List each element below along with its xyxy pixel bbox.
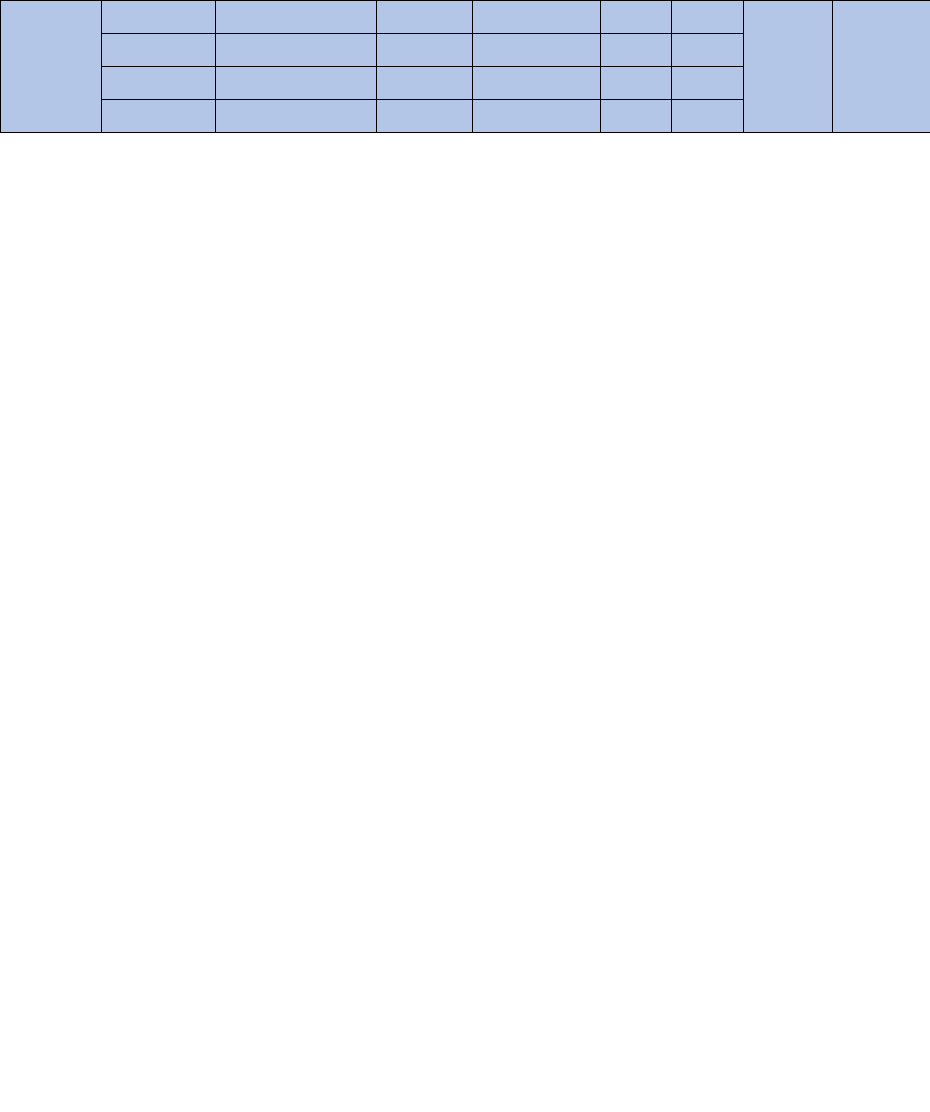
floor-area-cell <box>473 67 601 100</box>
parcel-cell <box>102 34 216 67</box>
density-cell <box>601 100 672 133</box>
green-ratio-cell <box>672 34 744 67</box>
land-use-cell <box>216 67 377 100</box>
floor-area-cell <box>473 100 601 133</box>
density-cell <box>601 1 672 34</box>
land-use-cell <box>216 34 377 67</box>
district-cell <box>1 1 102 133</box>
land-parcel-table <box>0 0 930 133</box>
area-cell <box>377 1 473 34</box>
density-cell <box>601 67 672 100</box>
area-cell <box>377 34 473 67</box>
area-cell <box>377 67 473 100</box>
price-cell <box>833 1 930 133</box>
green-ratio-cell <box>672 100 744 133</box>
parcel-cell <box>102 100 216 133</box>
table-row <box>1 1 930 34</box>
land-use-cell <box>216 100 377 133</box>
floor-area-cell <box>473 1 601 34</box>
density-cell <box>601 34 672 67</box>
floor-area-cell <box>473 34 601 67</box>
parcel-cell <box>102 1 216 34</box>
lease-term-cell <box>744 1 833 133</box>
green-ratio-cell <box>672 1 744 34</box>
area-cell <box>377 100 473 133</box>
land-use-cell <box>216 1 377 34</box>
green-ratio-cell <box>672 67 744 100</box>
table-body <box>1 1 930 133</box>
parcel-cell <box>102 67 216 100</box>
